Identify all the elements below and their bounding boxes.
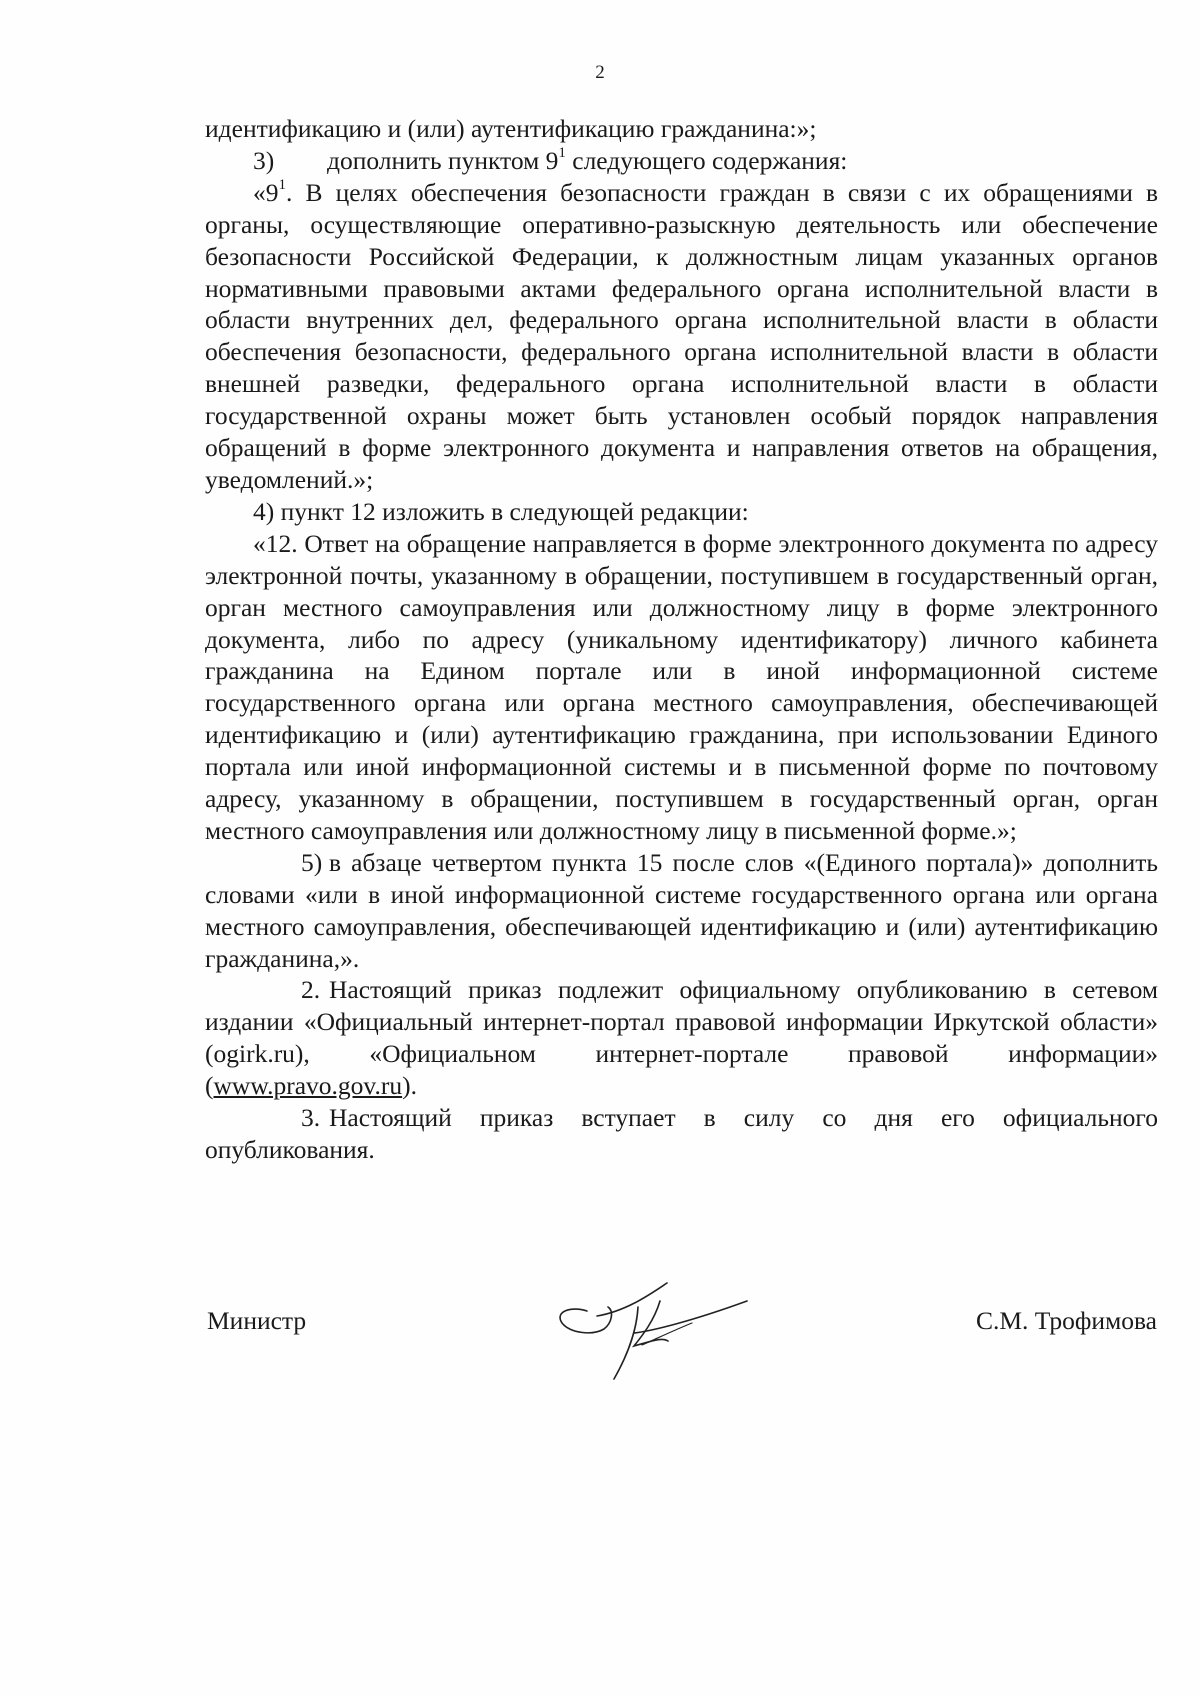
paragraph-text: ). <box>402 1071 417 1101</box>
paragraph-text: в абзаце четвертом пункта 15 после слов «(Единого портала)» дополнить словами «или в иной информационной системе государственного органа или органа местного самоуправления, обеспечивающей идентификацию и (или) аутентификацию гражданина,». <box>205 847 1158 973</box>
paragraph-text: Настоящий приказ вступает в силу со дня его официального опубликования. <box>205 1103 1158 1164</box>
item-number: 3) <box>253 145 275 175</box>
document-body <box>205 113 1158 1166</box>
paragraph-text: «9 <box>253 177 279 207</box>
handwritten-signature <box>542 1271 752 1386</box>
page-number: 2 <box>595 62 605 83</box>
paragraph-item-4 <box>205 496 1158 528</box>
superscript: 1 <box>278 177 286 194</box>
paragraph-text: «12. Ответ на обращение направляется в форме электронного документа по адресу электронной почты, указанному в обращении, поступившем в государственный орган, орган местного самоуправления или должностному лицу в форме электронного документа, либо по адресу (уникальному идентификатору) личного кабинета гражданина на Едином портале или в иной информационной системе государственного органа или органа местного самоуправления, обеспечивающей идентификацию и (или) аутентификацию гражданина, при использовании Единого портала или иной информационной системы и в письменной форме по почтовому адресу, указанному в обращении, поступившем в государственный орган, орган местного самоуправления или должностному лицу в письменной форме.»; <box>205 528 1158 845</box>
signatory-title: Министр <box>207 1306 307 1335</box>
paragraph-item-5 <box>205 847 1158 975</box>
paragraph-section-2 <box>205 974 1158 1102</box>
paragraph-text: 4) пункт 12 изложить в следующей редакции: <box>253 496 749 526</box>
paragraph-text: следующего содержания: <box>565 145 848 175</box>
item-number: 2. <box>301 975 321 1005</box>
signatory-name: С.М. Трофимова <box>976 1306 1157 1335</box>
item-number: 3. <box>301 1103 321 1133</box>
paragraph-point-12 <box>205 528 1158 847</box>
pravo-link[interactable]: www.pravo.gov.ru <box>213 1071 403 1101</box>
superscript: 1 <box>558 145 566 162</box>
paragraph-text: Настоящий приказ подлежит официальному опубликованию в сетевом издании «Официальный интернет-портал правовой информации Иркутской области» (ogirk.ru), «Официальном интернет-портале правовой информации» ( <box>205 975 1158 1101</box>
item-number: 5) <box>301 847 323 877</box>
paragraph-text: дополнить пунктом 9 <box>327 145 559 175</box>
paragraph-item-3 <box>205 145 1158 177</box>
paragraph-section-3 <box>205 1102 1158 1166</box>
paragraph-text: . В целях обеспечения безопасности граждан в связи с их обращениями в органы, осуществляющие оперативно-разыскную деятельность или обеспечение безопасности Российской Федерации, к должностным лицам указанных органов нормативными правовыми актами федерального органа исполнительной власти в области внутренних дел, федерального органа исполнительной власти в области обеспечения безопасности, федерального органа исполнительной власти в области внешней разведки, федерального органа исполнительной власти в области государственной охраны может быть установлен особый порядок направления обращений в форме электронного документа и направления ответов на обращения, уведомлений.»; <box>205 177 1158 494</box>
signature-block <box>207 1276 1157 1396</box>
paragraph-point-9-1 <box>205 177 1158 496</box>
paragraph-continuation <box>205 113 1158 145</box>
paragraph-text: идентификацию и (или) аутентификацию гражданина:»; <box>205 114 817 143</box>
